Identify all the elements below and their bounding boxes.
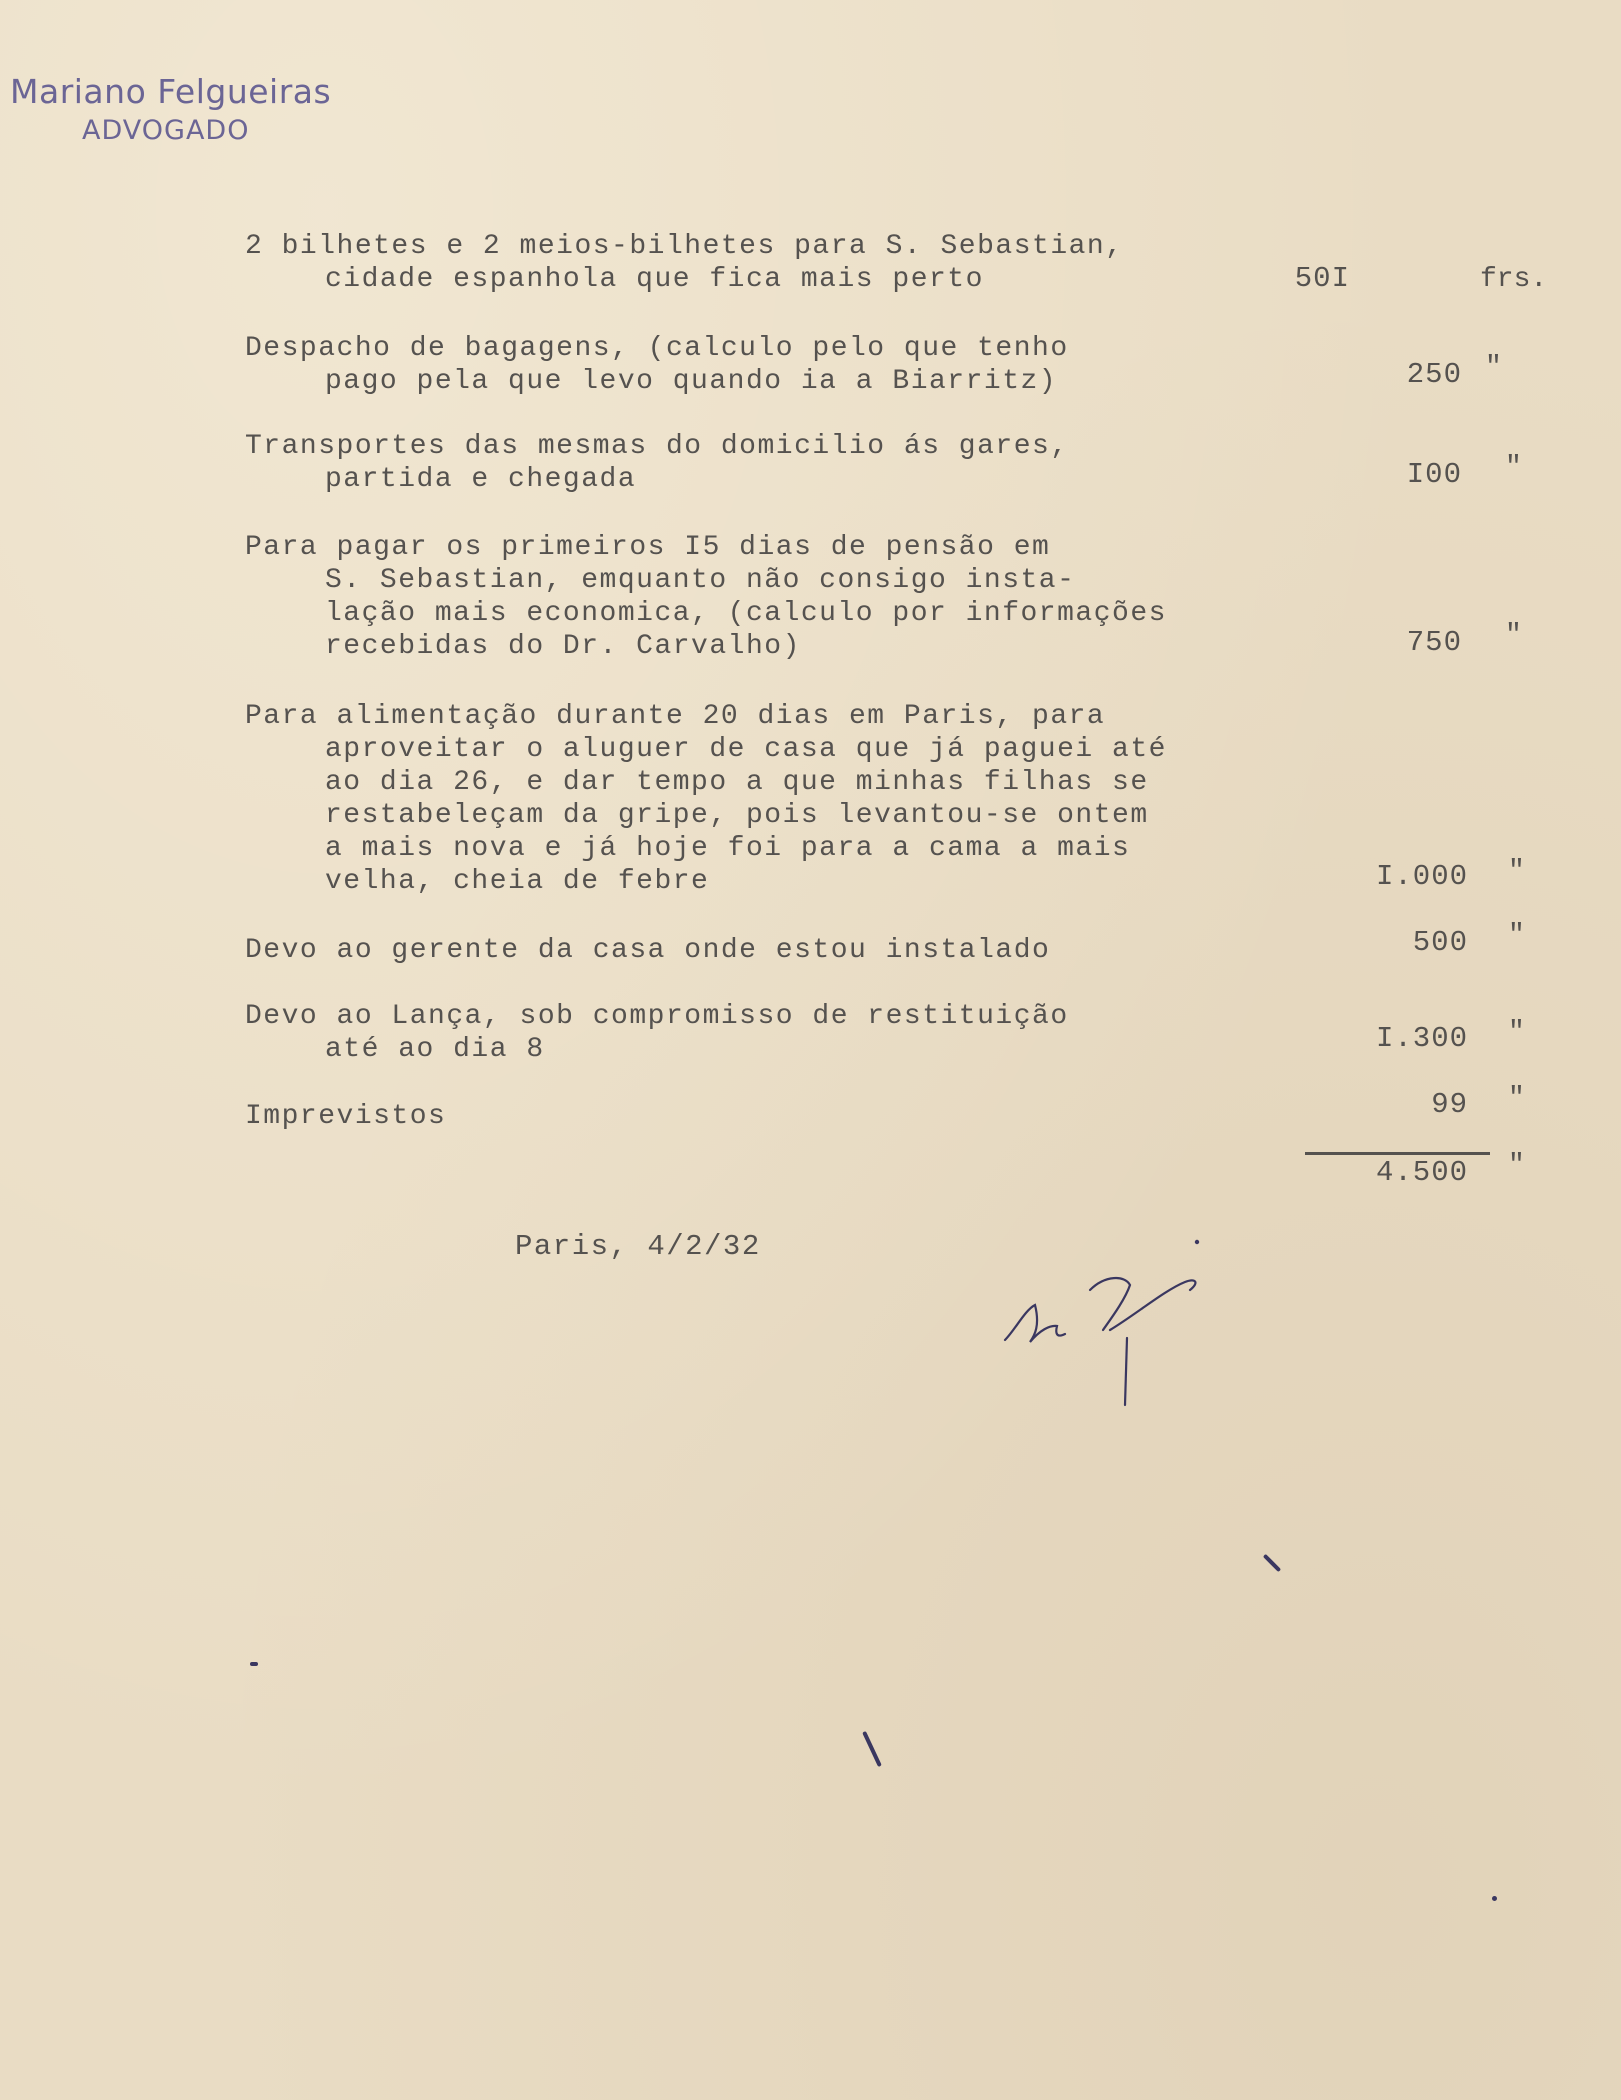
entry-line: até ao dia 8 — [325, 1034, 545, 1065]
expense-amount: I.000 — [1375, 860, 1468, 893]
letterhead-stamp — [10, 72, 331, 146]
entry-line: 2 bilhetes e 2 meios-bilhetes para S. Sebastian, — [245, 231, 1124, 262]
ditto-mark: " — [1485, 352, 1502, 383]
ink-mark — [1263, 1554, 1281, 1572]
entry-line: velha, cheia de febre — [325, 866, 710, 897]
ditto-mark: " — [1505, 620, 1522, 651]
entry-line: pago pela que levo quando ia a Biarritz) — [325, 366, 1058, 397]
entry-line: restabeleçam da gripe, pois levantou-se ontem — [325, 800, 1149, 831]
ditto-mark: " — [1508, 920, 1525, 951]
expense-entry-unforeseen — [245, 1100, 1265, 1133]
ditto-mark: " — [1508, 856, 1525, 887]
total-amount: 4.500 — [1375, 1156, 1468, 1189]
entry-line: S. Sebastian, emquanto não consigo insta- — [325, 565, 1076, 596]
expense-entry-baggage — [245, 332, 1265, 398]
entry-line: Devo ao gerente da casa onde estou instalado — [245, 935, 1051, 966]
ditto-mark: " — [1505, 452, 1522, 483]
expense-entry-lanca-debt — [245, 1000, 1265, 1066]
expense-amount: 99 — [1431, 1088, 1468, 1121]
total-rule — [1305, 1152, 1490, 1155]
expense-entry-transport — [245, 430, 1265, 496]
ditto-mark: " — [1508, 1150, 1525, 1181]
ditto-mark: " — [1508, 1083, 1525, 1114]
ink-mark — [862, 1731, 882, 1767]
entry-line: Devo ao Lança, sob compromisso de restituição — [245, 1001, 1069, 1032]
letterhead-name: Mariano Felgueiras — [10, 72, 332, 111]
ditto-mark: " — [1508, 1017, 1525, 1048]
entry-line: aproveitar o aluguer de casa que já paguei até — [325, 734, 1167, 765]
expense-entry-pension — [245, 531, 1265, 663]
ink-mark — [250, 1662, 258, 1666]
entry-line: Para alimentação durante 20 dias em Paris, para — [245, 701, 1106, 732]
entry-line: lação mais economica, (calculo por informações — [325, 598, 1167, 629]
ink-mark — [1492, 1896, 1497, 1901]
entry-line: partida e chegada — [325, 464, 637, 495]
expense-entry-food — [245, 700, 1265, 898]
expense-amount: I00 — [1406, 458, 1462, 491]
entry-line: a mais nova e já hoje foi para a cama a mais — [325, 833, 1131, 864]
entry-line: Imprevistos — [245, 1101, 447, 1132]
entry-line: Transportes das mesmas do domicilio ás gares, — [245, 431, 1069, 462]
entry-line: Para pagar os primeiros I5 dias de pensão em — [245, 532, 1051, 563]
entry-line: Despacho de bagagens, (calculo pelo que tenho — [245, 333, 1069, 364]
expense-amount: 50I — [1294, 262, 1350, 295]
expense-entry-manager-debt — [245, 934, 1265, 967]
expense-amount: 750 — [1406, 626, 1462, 659]
entry-line: cidade espanhola que fica mais perto — [325, 264, 984, 295]
handwritten-signature — [995, 1230, 1245, 1410]
expense-amount: 250 — [1406, 358, 1462, 391]
expense-amount: I.300 — [1375, 1022, 1468, 1055]
dateline: Paris, 4/2/32 — [515, 1230, 761, 1263]
currency-unit: frs. — [1480, 264, 1548, 295]
entry-line: recebidas do Dr. Carvalho) — [325, 631, 801, 662]
entry-line: ao dia 26, e dar tempo a que minhas filhas se — [325, 767, 1149, 798]
letterhead-title: ADVOGADO — [82, 115, 250, 146]
expense-amount: 500 — [1412, 926, 1468, 959]
